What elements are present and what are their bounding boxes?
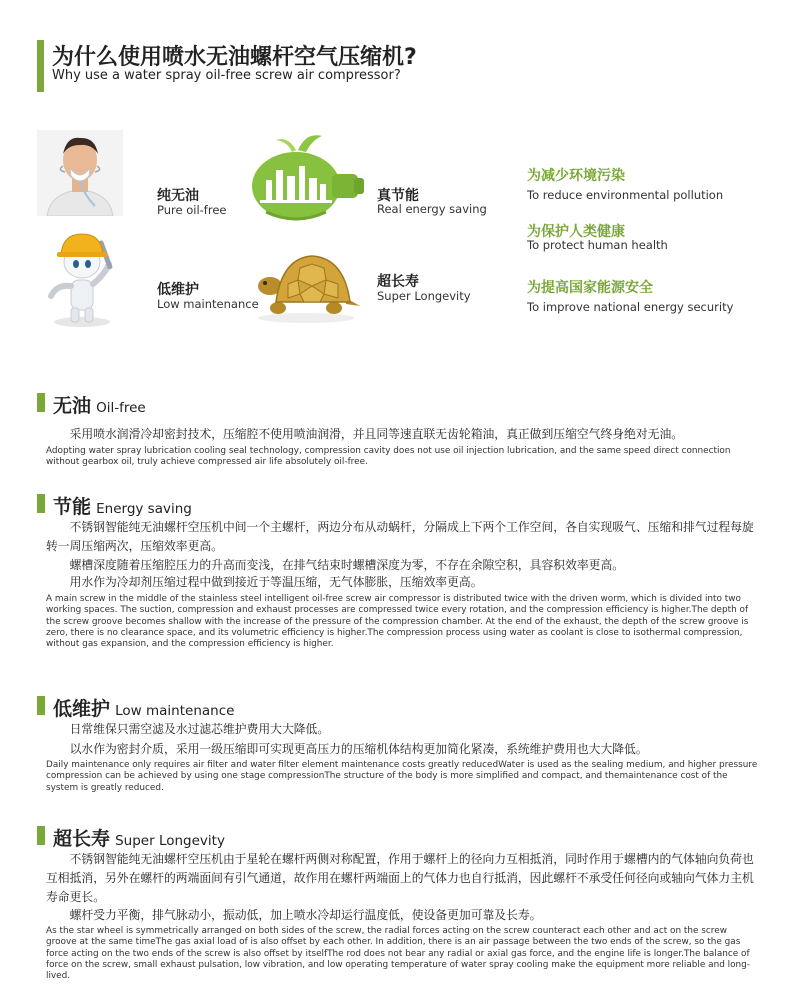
section-title-cn: 低维护 [53, 698, 111, 720]
section-heading-maintenance [53, 694, 234, 721]
section-accent-bar [37, 826, 45, 845]
feature-label-cn: 纯无油 [157, 188, 199, 204]
worker-robot-illustration [37, 222, 127, 328]
benefit-en: To improve national energy security [527, 300, 734, 314]
section-heading-energy [53, 492, 192, 519]
benefit-en: To protect human health [527, 238, 668, 252]
page-title-en: Why use a water spray oil-free screw air compressor? [52, 68, 401, 83]
benefit-cn: 为提高国家能源安全 [527, 280, 653, 296]
feature-label-cn: 真节能 [377, 188, 419, 204]
section-title-cn: 节能 [53, 496, 92, 518]
section-title-en: Energy saving [96, 501, 192, 517]
paragraph-cn: 不锈钢智能纯无油螺杆空压机由于星轮在螺杆两侧对称配置，作用于螺杆上的径向力互相抵消，同时作用于螺槽内的气体轴向负荷也互相抵消，另外在螺杆的两端面间有引气通道，故作用在螺杆两端面上的气体力也自行抵消，因此螺杆不承受任何径向或轴向气体力主机寿命更长。 [46, 852, 754, 904]
feature-label-cn: 超长寿 [377, 274, 419, 290]
section-accent-bar [37, 696, 45, 715]
feature-label-en: Low maintenance [157, 297, 259, 311]
section-title-cn: 无油 [53, 395, 92, 417]
benefit-cn: 为减少环境污染 [527, 168, 625, 184]
page-title-cn: 为什么使用喷水无油螺杆空气压缩机? [52, 45, 417, 70]
section-title-en: Super Longevity [115, 833, 225, 849]
feature-label-en: Super Longevity [377, 289, 471, 303]
header-accent-bar [37, 40, 44, 92]
paragraph-en: Adopting water spray lubrication cooling seal technology, compression cavity does not use oil injection lubrication, and the same speed direct connection without gearbox oil, truly achieve compressed air life absolutely oil-free. [46, 446, 731, 468]
paragraph-cn: 日常维保只需空滤及水过滤芯维护费用大大降低。 [69, 722, 330, 736]
paragraph-cn: 采用喷水润滑冷却密封技术，压缩腔不使用喷油润滑，并且同等速直联无齿轮箱油，真正做到压缩空气终身绝对无油。 [69, 427, 684, 441]
paragraph-en: A main screw in the middle of the stainless steel intelligent oil-free screw air compressor is distributed twice with the driven worm, which is divided into two working spaces. The suction, compression and exhaust processes are compressed twice every rotation, and the compression efficiency is higher.The depth of the screw groove becomes shallow with the increase of the pressure of the compression chamber. At the end of the exhaust, the depth of the screw groove is zero, there is no clearance space, and its volumetric efficiency is higher.The compression process using water as coolant is close to isothermal compression, without gas expansion, and the compression efficiency is higher. [46, 594, 749, 650]
section-accent-bar [37, 494, 45, 513]
man-mask-illustration [37, 130, 123, 216]
green-bulb-city-icon [236, 130, 368, 228]
paragraph-cn: 以水作为密封介质，采用一级压缩即可实现更高压力的压缩机体结构更加简化紧凑，系统维护费用也大大降低。 [69, 742, 648, 756]
paragraph-cn: 螺杆受力平衡，排气脉动小，振动低，加上喷水冷却运行温度低，使设备更加可靠及长寿。 [69, 908, 542, 922]
section-title-en: Low maintenance [115, 703, 235, 719]
section-title-cn: 超长寿 [53, 828, 111, 850]
paragraph-en: As the star wheel is symmetrically arranged on both sides of the screw, the radial forces acting on the screw counteract each other and act on the screw groove at the same timeThe gas axial load of is also offset by each other. In addition, there is an air passage between the two ends of the screw, so the gas force acting on the two ends of the screw is also offset by itselfThe rod does not bear any radial or axial gas force, and the engine life is longer.The balance of force on the screw, small exhaust pulsation, low vibration, and low operating temperature of water spray cooling make the equipment more reliable and long-lived. [46, 926, 751, 982]
benefit-cn: 为保护人类健康 [527, 224, 625, 240]
golden-turtle-illustration [248, 246, 364, 324]
paragraph-en: Daily maintenance only requires air filter and water filter element maintenance costs greatly reducedWater is used as the sealing medium, and higher pressure compression can be achieved by using one stage compressionThe structure of the body is more simplified and compact, and themaintenance cost of the system is greatly reduced. [46, 760, 758, 793]
section-heading-longevity [53, 824, 225, 851]
paragraph-cn: 用水作为冷却剂压缩过程中做到接近于等温压缩，无气体膨胀，压缩效率更高。 [69, 575, 483, 589]
section-title-en: Oil-free [96, 400, 146, 416]
section-heading-oil-free [53, 391, 146, 418]
feature-label-en: Real energy saving [377, 202, 487, 216]
section-accent-bar [37, 393, 45, 412]
benefit-en: To reduce environmental pollution [527, 188, 724, 202]
feature-label-cn: 低维护 [157, 282, 199, 298]
feature-label-en: Pure oil-free [157, 203, 227, 217]
paragraph-cn: 螺槽深度随着压缩腔压力的升高而变浅，在排气结束时螺槽深度为零，不存在余隙空积，具容积效率更高。 [69, 558, 625, 572]
paragraph-cn: 不锈钢智能纯无油螺杆空压机中间一个主螺杆，两边分布从动蜗杆，分隔成上下两个工作空间，各自实现吸气、压缩和排气过程每旋转一周压缩两次，压缩效率更高。 [46, 520, 754, 553]
